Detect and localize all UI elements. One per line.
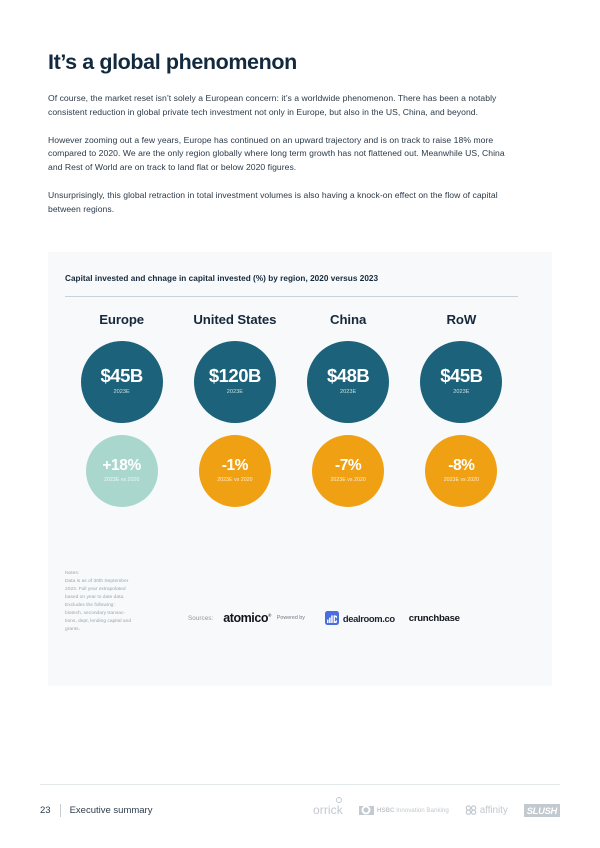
change-bubble-united-states bbox=[199, 435, 271, 507]
capital-bubble-row bbox=[420, 341, 502, 423]
note-line: 2023. Full year extrapolated bbox=[65, 586, 126, 592]
atomico-logo bbox=[223, 611, 271, 625]
note-line: Excludes the following: bbox=[65, 602, 115, 608]
atomico-trademark-icon: ® bbox=[268, 612, 271, 618]
exhibit-panel bbox=[48, 252, 552, 686]
dealroom-bars-icon bbox=[325, 611, 339, 625]
note-line: Data is as of 30th September bbox=[65, 578, 129, 584]
capital-value: $48B bbox=[327, 364, 370, 386]
region-column-row bbox=[405, 312, 518, 507]
note-line: tions, dept, lending capital and bbox=[65, 618, 132, 624]
footer-section-label: Executive summary bbox=[69, 804, 153, 816]
change-bubble-europe bbox=[86, 435, 158, 507]
page-title: It’s a global phenomenon bbox=[48, 50, 297, 74]
note-line: biotech, secondary transac- bbox=[65, 610, 126, 616]
change-value: -8% bbox=[448, 457, 475, 475]
change-value: -1% bbox=[221, 457, 249, 475]
article-paragraph-3: Unsurprisingly, this global retraction in total investment volumes is also having a knock-on effect on the flow of capital between regions. bbox=[48, 190, 498, 215]
atomico-logo-text: atomico bbox=[223, 611, 269, 625]
hsbc-logo-text bbox=[377, 807, 449, 814]
dealroom-logo bbox=[325, 611, 395, 625]
sources-label: Sources: bbox=[188, 614, 214, 622]
change-sublabel: 2023E vs 2020 bbox=[443, 476, 480, 483]
capital-sublabel: 2023E bbox=[453, 389, 470, 396]
footer-separator bbox=[60, 804, 61, 817]
capital-bubble-europe bbox=[81, 341, 163, 423]
hsbc-hexagon-icon bbox=[359, 806, 374, 815]
orrick-logo-text: orrick bbox=[312, 803, 343, 817]
change-bubble-china bbox=[312, 435, 384, 507]
affinity-mark-icon bbox=[465, 805, 477, 815]
capital-bubble-united-states bbox=[194, 341, 276, 423]
region-column-united-states bbox=[178, 312, 291, 507]
orrick-logo bbox=[313, 803, 343, 817]
change-value: -7% bbox=[334, 457, 362, 475]
exhibit-divider bbox=[65, 296, 518, 297]
change-bubble-row bbox=[425, 435, 497, 507]
slush-logo: SLUSH bbox=[524, 804, 560, 817]
crunchbase-logo: crunchbase bbox=[408, 612, 460, 624]
footer-divider bbox=[40, 784, 560, 785]
article-paragraph-1: Of course, the market reset isn’t solely a European concern: it’s a worldwide phenomenon. There has been a notably consistent reduction in global private tech investment not only in Europe, but also in the US, China, and beyond. bbox=[48, 92, 497, 117]
note-line: based on year to date data. bbox=[65, 594, 125, 600]
region-label: RoW bbox=[446, 312, 477, 327]
capital-value: $45B bbox=[100, 364, 143, 386]
article-body bbox=[48, 50, 518, 217]
exhibit-title: Capital invested and chnage in capital invested (%) by region, 2020 versus 2023 bbox=[65, 274, 379, 283]
capital-bubble-china bbox=[307, 341, 389, 423]
exhibit-sources bbox=[188, 611, 518, 625]
powered-by-label: Powered by bbox=[276, 615, 305, 621]
article-paragraph-2: However zooming out a few years, Europe has continued on an upward trajectory and is on track to raise 18% more compared to 2020. We are the only region globally where long term growth has not flattened out. Meanwhile US, China and Rest of World are on track to land flat or below 2020 figures. bbox=[48, 134, 505, 173]
region-column-china bbox=[292, 312, 405, 507]
region-label: Europe bbox=[99, 312, 145, 327]
affinity-logo-text: affinity bbox=[479, 804, 508, 816]
note-line: Notes: bbox=[65, 571, 80, 576]
region-columns bbox=[65, 312, 518, 507]
change-sublabel: 2023E vs 2020 bbox=[217, 476, 253, 483]
dealroom-logo-text: dealroom.co bbox=[342, 612, 395, 624]
orrick-circle-icon bbox=[336, 797, 342, 803]
page-number: 23 bbox=[40, 804, 51, 816]
region-column-europe bbox=[65, 312, 178, 507]
change-sublabel: 2023E vs 2020 bbox=[330, 476, 366, 483]
affinity-logo bbox=[465, 805, 508, 816]
capital-sublabel: 2023E bbox=[113, 389, 130, 396]
region-label: China bbox=[330, 312, 367, 327]
note-line: grants. bbox=[65, 626, 80, 632]
capital-sublabel: 2023E bbox=[226, 389, 243, 396]
hsbc-logo-bold: HSBC bbox=[376, 806, 395, 814]
exhibit-notes bbox=[65, 570, 165, 634]
hsbc-logo-rest: Innovation Banking bbox=[394, 806, 449, 814]
change-value: +18% bbox=[102, 457, 141, 475]
page-footer bbox=[40, 795, 560, 825]
capital-value: $120B bbox=[208, 364, 261, 386]
hsbc-innovation-banking-logo bbox=[359, 806, 449, 815]
change-sublabel: 2023E vs 2020 bbox=[103, 476, 140, 483]
region-label: United States bbox=[193, 312, 277, 327]
capital-value: $45B bbox=[440, 364, 483, 386]
footer-logo-row bbox=[313, 803, 560, 817]
capital-sublabel: 2023E bbox=[340, 389, 357, 396]
